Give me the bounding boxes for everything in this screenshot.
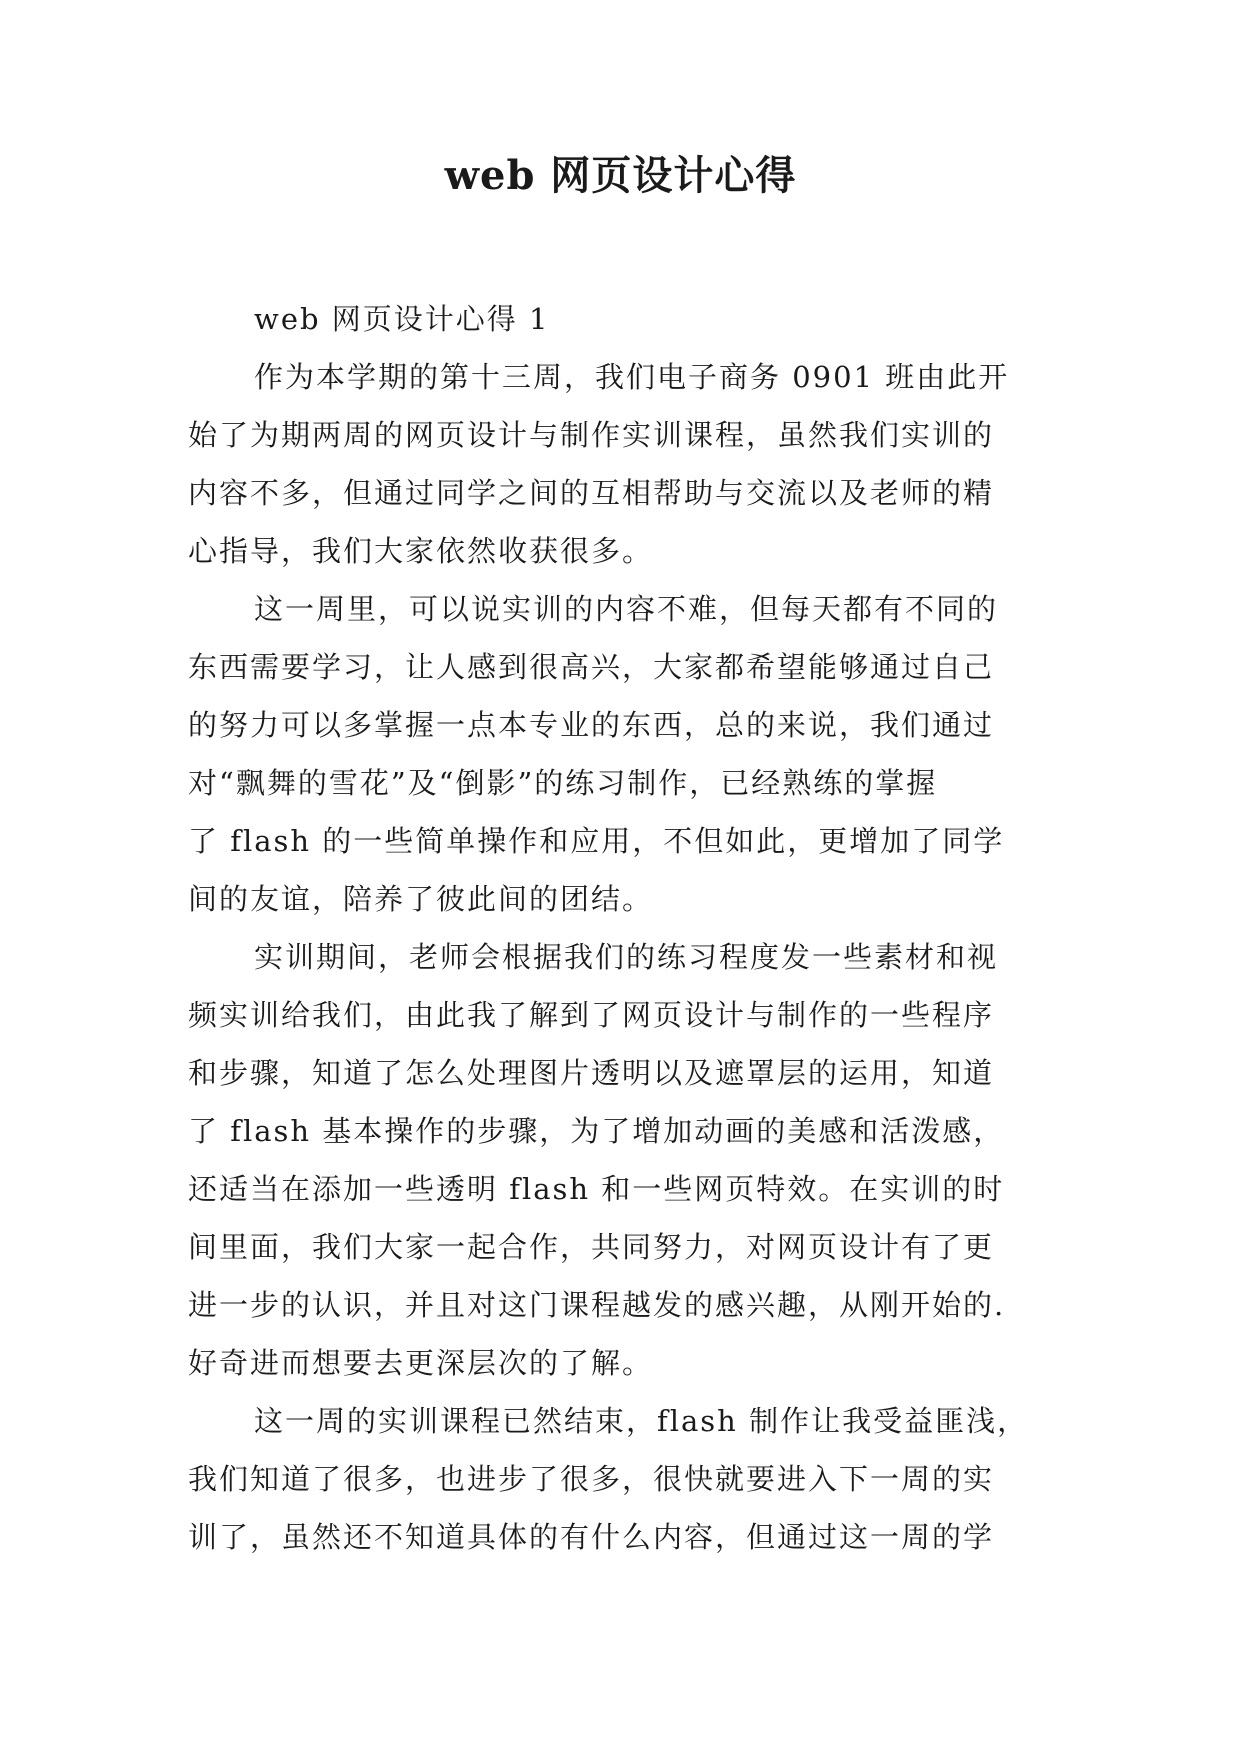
paragraph-line: 和步骤，知道了怎么处理图片透明以及遮罩层的运用，知道 bbox=[188, 1056, 995, 1090]
paragraph-line: 作为本学期的第十三周，我们电子商务 0901 班由此开 bbox=[254, 360, 1010, 394]
paragraph-line: 间里面，我们大家一起合作，共同努力，对网页设计有了更 bbox=[188, 1230, 995, 1264]
paragraph-line: 进一步的认识，并且对这门课程越发的感兴趣，从刚开始的. bbox=[188, 1288, 1006, 1322]
paragraph-line: 间的友谊，陪养了彼此间的团结。 bbox=[188, 882, 654, 916]
paragraph-line: 东西需要学习，让人感到很高兴，大家都希望能够通过自己 bbox=[188, 650, 995, 684]
paragraph-line: 好奇进而想要去更深层次的了解。 bbox=[188, 1346, 654, 1380]
document-title: web 网页设计心得 bbox=[444, 152, 797, 199]
paragraph-line: 还适当在添加一些透明 flash 和一些网页特效。在实训的时 bbox=[188, 1172, 1005, 1206]
paragraph-line: 心指导，我们大家依然收获很多。 bbox=[188, 534, 654, 568]
paragraph-line: 对“飘舞的雪花”及“倒影”的练习制作，已经熟练的掌握 bbox=[188, 766, 938, 800]
section-heading: web 网页设计心得 1 bbox=[254, 302, 550, 336]
paragraph-line: 这一周的实训课程已然结束，flash 制作让我受益匪浅， bbox=[254, 1404, 1029, 1438]
paragraph-line: 内容不多，但通过同学之间的互相帮助与交流以及老师的精 bbox=[188, 476, 995, 510]
paragraph-line: 的努力可以多掌握一点本专业的东西，总的来说，我们通过 bbox=[188, 708, 995, 742]
paragraph-line: 频实训给我们，由此我了解到了网页设计与制作的一些程序 bbox=[188, 998, 995, 1032]
document-body bbox=[188, 290, 1052, 1566]
paragraph-line: 了 flash 基本操作的步骤，为了增加动画的美感和活泼感， bbox=[188, 1114, 1005, 1148]
paragraph-line: 始了为期两周的网页设计与制作实训课程，虽然我们实训的 bbox=[188, 418, 995, 452]
paragraph-line: 这一周里，可以说实训的内容不难，但每天都有不同的 bbox=[254, 592, 999, 626]
paragraph-line: 训了，虽然还不知道具体的有什么内容，但通过这一周的学 bbox=[188, 1520, 995, 1554]
paragraph-line: 我们知道了很多，也进步了很多，很快就要进入下一周的实 bbox=[188, 1462, 995, 1496]
paragraph-line: 了 flash 的一些简单操作和应用，不但如此，更增加了同学 bbox=[188, 824, 1005, 858]
paragraph-line: 实训期间，老师会根据我们的练习程度发一些素材和视 bbox=[254, 940, 999, 974]
